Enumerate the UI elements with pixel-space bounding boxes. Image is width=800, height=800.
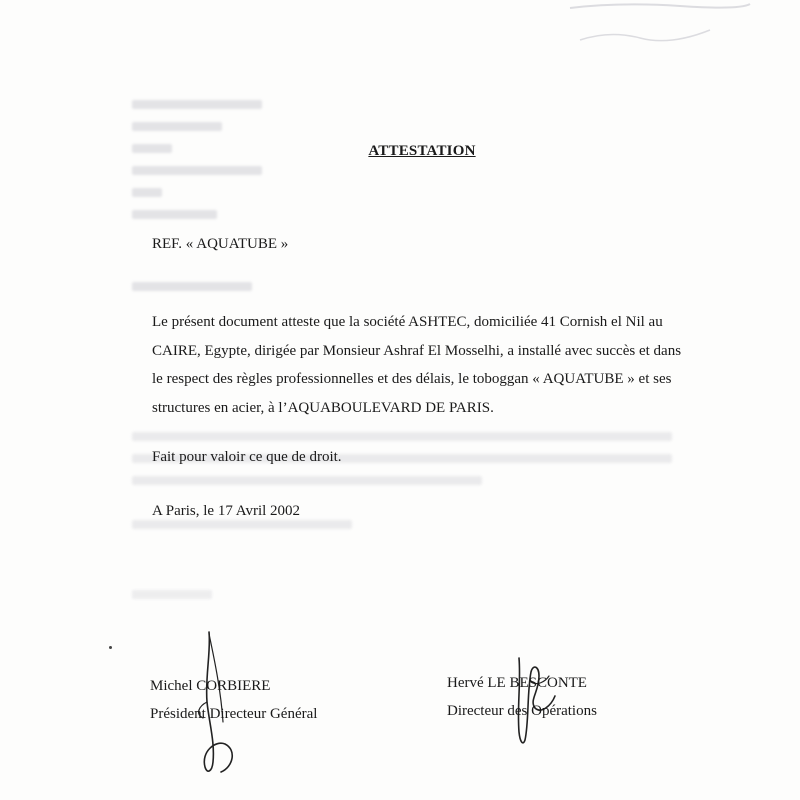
signature-left-icon [185, 622, 255, 782]
bleed-through-marks [132, 100, 262, 232]
body-line: structures en acier, à l’AQUABOULEVARD DE PARIS. [152, 399, 494, 416]
signatory-left-name: Michel CORBIERE [150, 678, 271, 694]
signatory-right-position: Directeur des Opérations [447, 703, 597, 719]
place-and-date: A Paris, le 17 Avril 2002 [152, 503, 301, 519]
body-line: CAIRE, Egypte, dirigée par Monsieur Ashraf El Mosselhi, a installé avec succès et dans [152, 342, 682, 359]
bleed-through-marks-2 [132, 282, 252, 304]
body-paragraph [152, 308, 692, 422]
bleed-through-marks-4 [132, 520, 352, 542]
closing-formula: Fait pour valoir ce que de droit. [152, 449, 342, 465]
body-line: le respect des règles professionnelles et des délais, le toboggan « AQUATUBE » et ses [152, 371, 672, 387]
body-line: Le présent document atteste que la société ASHTEC, domiciliée 41 Cornish el Nil au [152, 314, 663, 330]
bleed-through-handwriting [560, 0, 760, 50]
document-title: ATTESTATION [368, 143, 476, 159]
ink-dot [109, 646, 112, 649]
reference-line: REF. « AQUATUBE » [152, 236, 289, 252]
bleed-through-marks-5 [132, 590, 212, 612]
signature-right-icon [505, 652, 565, 752]
signatory-right-name: Hervé LE BESCONTE [447, 675, 587, 691]
signatory-left-position: Président Directeur Général [150, 706, 318, 722]
